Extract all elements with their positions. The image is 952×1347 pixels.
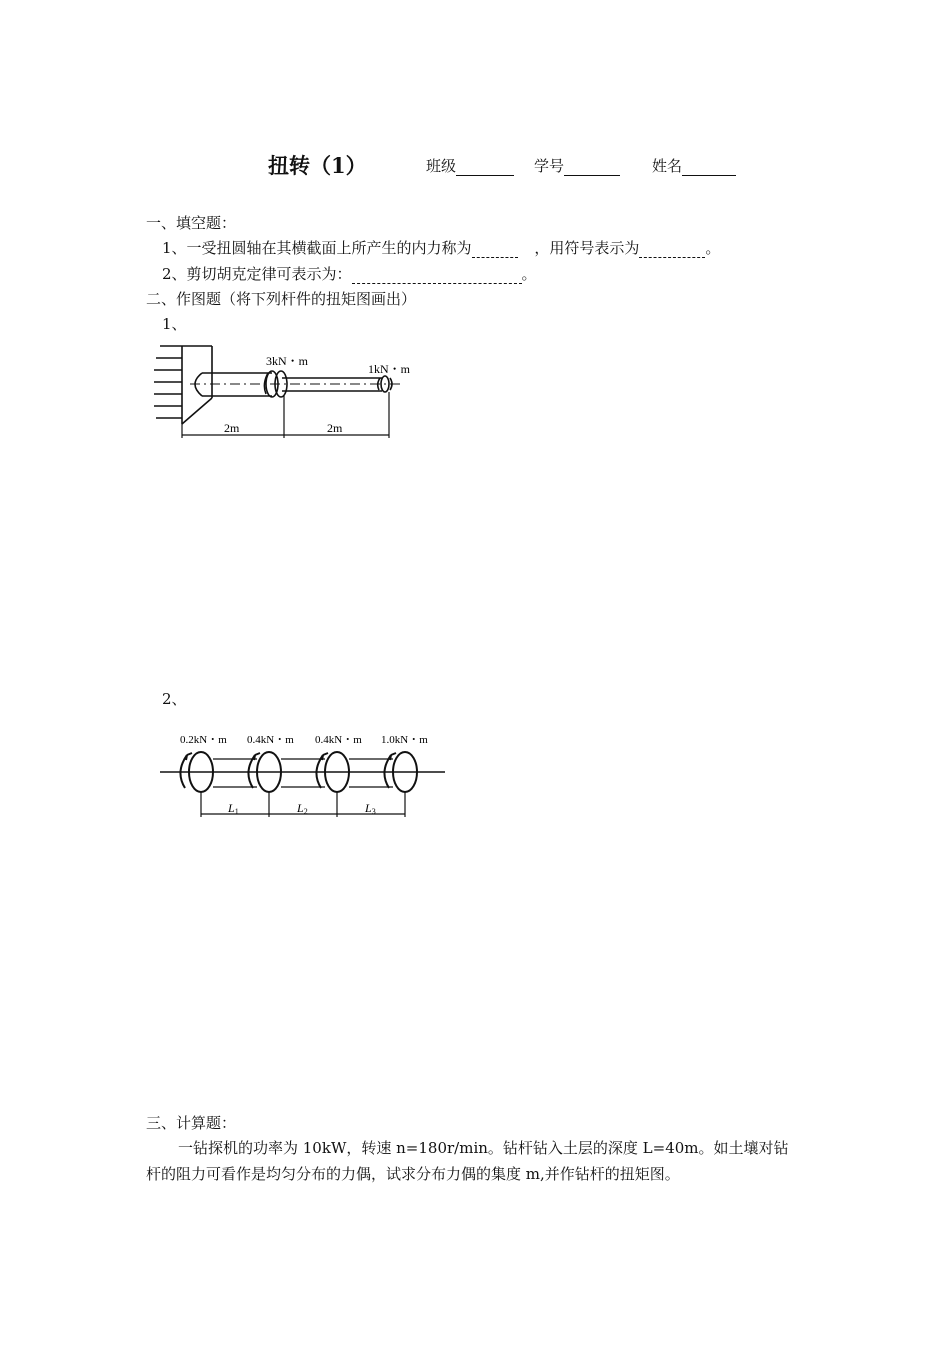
dimension-lines (182, 392, 389, 438)
class-blank (456, 161, 514, 176)
length-label-2: L2 (297, 801, 308, 816)
fixed-wall (154, 346, 212, 424)
figure1-number: 1、 (162, 315, 187, 333)
name-field (652, 155, 736, 176)
section3-heading: 三、计算题： (146, 1114, 237, 1132)
q1-blank-2 (639, 245, 705, 258)
figure1-diagram (150, 340, 430, 445)
q1-text: 1、一受扭圆轴在其横截面上所产生的内力称为 (162, 239, 472, 257)
q1-mid: ，用符号表示为 (534, 239, 640, 257)
shaft-segments (213, 759, 393, 787)
question-1 (162, 237, 720, 258)
dimension-label-1: 2m (224, 421, 240, 435)
length-label-1: L1 (228, 801, 239, 816)
q1-blank-1 (472, 245, 518, 258)
length-label-3: L3 (365, 801, 376, 816)
figure2-number: 2、 (162, 690, 187, 708)
class-field (426, 155, 514, 176)
section1-heading: 一、填空题： (146, 214, 237, 232)
torque-label-2: 1kN・m (368, 362, 411, 376)
problem-line-1: 一钻探机的功率为 10kW，转速 n=180r/min。钻杆钻入土层的深度 L=40m。如土壤对钻 (178, 1139, 789, 1157)
torque-label-d: 1.0kN・m (381, 734, 428, 746)
question-2 (162, 263, 537, 284)
torque-label-a: 0.2kN・m (180, 734, 227, 746)
torque-coupling-3kn (264, 371, 287, 397)
student-no-blank (564, 161, 620, 176)
q2-text: 2、剪切胡克定律可表示为： (162, 265, 352, 283)
torque-label-c: 0.4kN・m (315, 734, 362, 746)
dimension-label-2: 2m (327, 421, 343, 435)
problem-line-2: 杆的阻力可看作是均匀分布的力偶，试求分布力偶的集度 m,并作钻杆的扭矩图。 (146, 1165, 680, 1183)
student-no-field (534, 155, 620, 176)
student-no-label: 学号 (534, 157, 565, 175)
torque-label-b: 0.4kN・m (247, 734, 294, 746)
page-title: 扭转（1） (268, 153, 367, 178)
q2-end: 。 (521, 265, 537, 283)
name-label: 姓名 (652, 157, 683, 175)
torque-label-1: 3kN・m (266, 354, 309, 368)
q2-blank (352, 271, 522, 284)
section2-heading: 二、作图题（将下列杆件的扭矩图画出） (146, 290, 417, 308)
figure2-diagram (155, 725, 455, 820)
class-label: 班级 (426, 157, 457, 175)
q1-end: 。 (705, 239, 721, 257)
name-blank (682, 161, 736, 176)
